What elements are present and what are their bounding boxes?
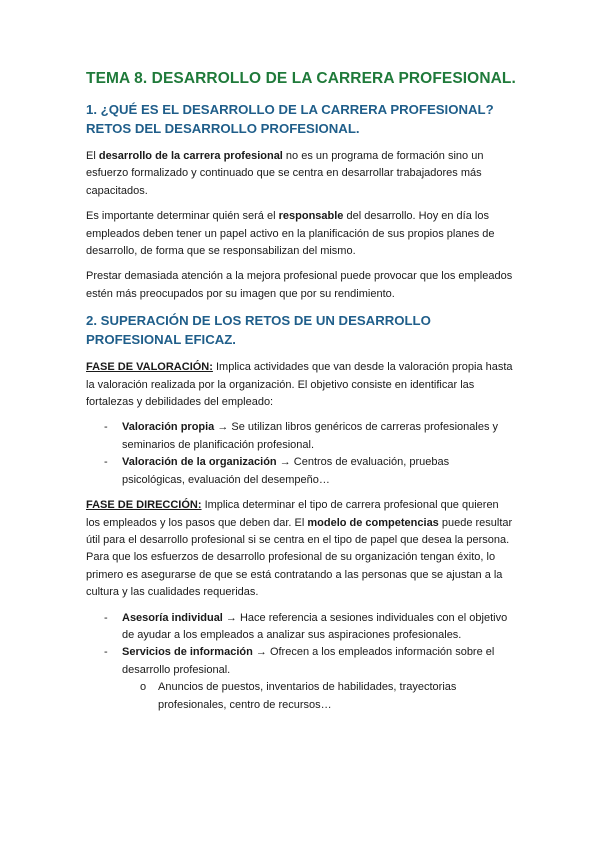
item-title: Servicios de información: [122, 646, 253, 659]
valuation-list: [86, 419, 514, 489]
text: no es un programa de formación sino un esfuerzo formalizado y continuado que se centra en desarrollar trabajadores más capacitados.: [86, 150, 484, 197]
list-item: [86, 419, 514, 454]
list-item: [86, 454, 514, 489]
item-title: Asesoría individual: [122, 611, 223, 624]
sub-list-item: [122, 679, 514, 714]
text: Es importante determinar quién será el: [86, 210, 279, 223]
phase-label: FASE DE DIRECCIÓN:: [86, 499, 202, 512]
item-title: Valoración de la organización: [122, 456, 277, 469]
item-title: Valoración propia: [122, 421, 215, 434]
dash-marker: -: [104, 646, 108, 659]
text: puede resultar útil para el desarrollo profesional si se centra en el tipo de papel que desea la persona. Para que los esfuerzos de desarrollo profesional de su organización tengan éxito, lo primero es asegurarse de que se está contratando a las personas que se ajustan a la cultura y las cualidades requeridas.: [86, 516, 513, 599]
circle-marker: o: [140, 681, 147, 694]
item-text: → Ofrecen a los empleados información sobre el desarrollo profesional.: [122, 646, 495, 676]
dash-marker: -: [104, 421, 108, 434]
item-text: → Centros de evaluación, pruebas psicológicas, evaluación del desempeño…: [122, 456, 450, 486]
list-item: [86, 610, 514, 645]
paragraph-direction-phase: [86, 497, 514, 601]
bold-term: responsable: [278, 210, 344, 223]
section-2-heading: 2. SUPERACIÓN DE LOS RETOS DE UN DESARROLLO PROFESIONAL EFICAZ.: [86, 313, 431, 348]
paragraph-warning: Prestar demasiada atención a la mejora profesional puede provocar que los empleados estén más preocupados por su imagen que por su rendimiento.: [86, 270, 513, 300]
item-text: → Hace referencia a sesiones individuales con el objetivo de ayudar a los empleados a analizar sus aspiraciones profesionales.: [122, 611, 508, 641]
paragraph-valuation-phase: [86, 359, 514, 411]
section-1-heading: 1. ¿QUÉ ES EL DESARROLLO DE LA CARRERA PROFESIONAL? RETOS DEL DESARROLLO PROFESIONAL.: [86, 102, 494, 136]
direction-list: [86, 610, 514, 714]
bold-term: desarrollo de la carrera profesional: [98, 150, 283, 162]
list-item: [86, 644, 514, 714]
paragraph-responsible: [86, 208, 514, 260]
item-text: → Se utilizan libros genéricos de carreras profesionales y seminarios de planificación profesional.: [122, 421, 499, 451]
bold-term: modelo de competencias: [307, 516, 439, 529]
dash-marker: -: [104, 456, 108, 469]
dash-marker: -: [104, 611, 108, 624]
phase-label: FASE DE VALORACIÓN:: [86, 361, 213, 374]
paragraph-definition: [86, 148, 514, 200]
document-title: TEMA 8. DESARROLLO DE LA CARRERA PROFESIONAL.: [86, 70, 516, 87]
text: del desarrollo. Hoy en día los empleados deben tener un papel activo en la planificación de sus propios planes de desarrollo, de forma que se responsabilizan del mismo.: [86, 210, 495, 258]
sub-list: [122, 679, 514, 714]
text: El: [86, 150, 99, 162]
text: Implica actividades que van desde la valoración propia hasta la valoración realizada por la organización. El objetivo consiste en identificar las fortalezas y debilidades del empleado:: [86, 361, 513, 409]
item-text: Anuncios de puestos, inventarios de habilidades, trayectorias profesionales, centro de recursos…: [158, 681, 457, 711]
text: Implica determinar el tipo de carrera profesional que quieren los empleados y los pasos que deben dar. El: [86, 499, 499, 529]
